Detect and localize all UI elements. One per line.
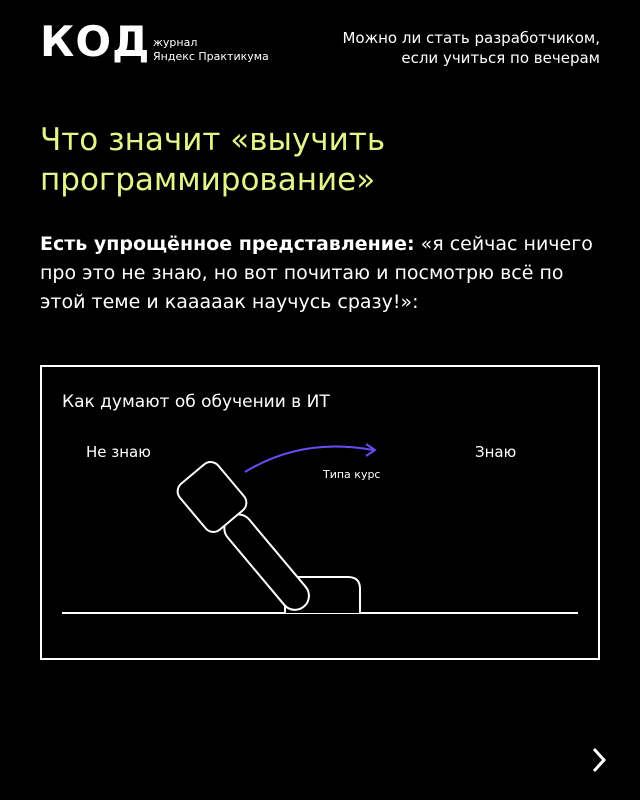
slide-title-line2: программирование»: [40, 162, 376, 198]
slide-body-rest: «я сейчас ничего про это не знаю, но вот почитаю и посмотрю всё по этой теме и кааааак научусь сразу!»:: [40, 233, 593, 313]
logo: КОД: [40, 17, 151, 66]
lever-diagram: [40, 365, 600, 660]
logo-subtitle-line2: Яндекс Практикума: [153, 50, 269, 63]
logo-subtitle-line1: журнал: [153, 36, 198, 49]
label-course: Типа курс: [323, 468, 381, 481]
slide-body: [40, 230, 600, 317]
chevron-right-icon: [588, 745, 612, 775]
label-dont-know: Не знаю: [86, 443, 151, 461]
slide-body-lead: Есть упрощённое представление:: [40, 233, 415, 255]
article-title-line1: Можно ли стать разработчиком,: [342, 29, 600, 47]
course-arrow: [245, 446, 373, 472]
diagram-drawing: [42, 367, 598, 658]
next-slide-button[interactable]: [588, 745, 612, 775]
slide-title: [40, 120, 600, 200]
logo-subtitle: [153, 36, 269, 64]
diagram-title: Как думают об обучении в ИТ: [62, 392, 330, 412]
slide-title-line1: Что значит «выучить: [40, 122, 386, 158]
article-title-line2: если учиться по вечерам: [401, 49, 600, 67]
label-know: Знаю: [475, 443, 517, 461]
lever-stick: [219, 509, 315, 616]
article-title: [342, 28, 600, 68]
